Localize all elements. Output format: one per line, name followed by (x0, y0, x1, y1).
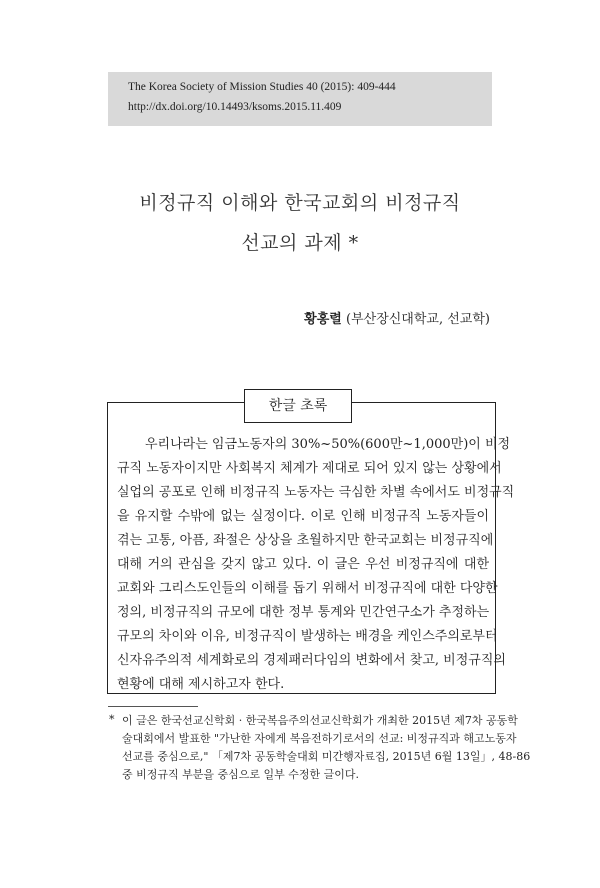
footnote-line: 중 비정규직 부분을 중심으로 일부 수정한 글이다. (122, 768, 359, 781)
abstract-line: 대해 거의 관심을 갖지 않고 있다. 이 글은 우선 비정규직에 대한 (117, 557, 489, 572)
author-line (304, 308, 490, 327)
doi-link[interactable]: http://dx.doi.org/10.14493/ksoms.2015.11.409 (128, 101, 342, 113)
footnote-rule (108, 706, 198, 707)
abstract-line: 겪는 고통, 아픔, 좌절은 상상을 초월하지만 한국교회는 비정규직에 (117, 533, 494, 548)
abstract-line: 우리나라는 임금노동자의 30%~50%(600만~1,000만)이 비정 (145, 437, 511, 452)
abstract-line: 실업의 공포로 인해 비정규직 노동자는 극심한 차별 속에서도 비정규직 (117, 485, 515, 500)
abstract-line: 현황에 대해 제시하고자 한다. (117, 677, 285, 692)
author-name: 황홍렬 (304, 312, 342, 327)
abstract-line: 신자유주의적 세계화로의 경제패러다임의 변화에서 찾고, 비정규직의 (117, 653, 506, 668)
footnote-line: 술대회에서 발표한 "가난한 자에게 복음전하기로서의 선교: 비정규직과 해고노동자 (122, 732, 517, 745)
paper-title-line-2: 선교의 과제 * (241, 232, 359, 254)
abstract-label: 한글 초록 (244, 389, 352, 423)
abstract-line: 정의, 비정규직의 규모에 대한 정부 통계와 민간연구소가 추정하는 (117, 605, 490, 620)
abstract-line: 교회와 그리스도인들의 이해를 돕기 위해서 비정규직에 대한 다양한 (117, 581, 498, 596)
abstract-line: 을 유지할 수밖에 없는 실정이다. 이로 인해 비정규직 노동자들이 (117, 509, 489, 524)
footnote-line: 선교를 중심으로," 「제7차 공동학술대회 미간행자료집, 2015년 6월 13일」, 48-86 (122, 750, 531, 763)
author-affiliation: (부산장신대학교, 선교학) (346, 312, 490, 327)
abstract-line: 규직 노동자이지만 사회복지 체계가 제대로 되어 있지 않는 상황에서 (117, 461, 502, 476)
abstract-line: 규모의 차이와 이유, 비정규직이 발생하는 배경을 케인스주의로부터 (117, 629, 498, 644)
footnote-marker: * (109, 713, 115, 726)
footnote-line: 이 글은 한국선교신학회 · 한국복음주의선교신학회가 개최한 2015년 제7차 공동학 (122, 714, 518, 727)
journal-citation: The Korea Society of Mission Studies 40 (2015): 409-444 (128, 81, 396, 93)
paper-title-line-1: 비정규직 이해와 한국교회의 비정규직 (139, 192, 461, 214)
journal-header-box (108, 72, 492, 126)
